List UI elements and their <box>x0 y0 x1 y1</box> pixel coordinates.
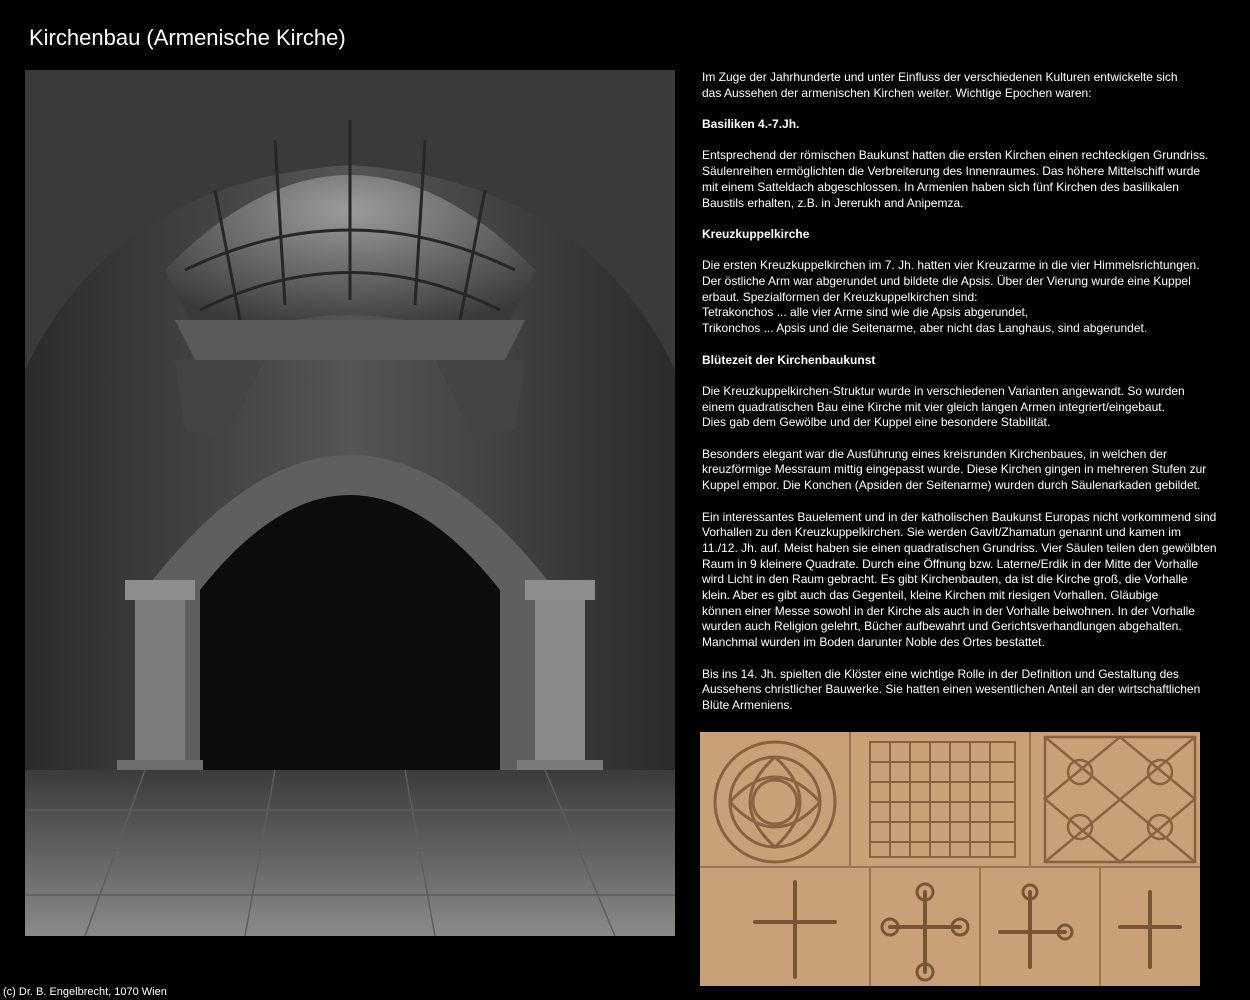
text-line: Dies gab dem Gewölbe und der Kuppel eine besondere Stabilität. <box>702 415 1051 430</box>
text-line: Säulenreihen ermöglichten die Verbreiterung des Innenraumes. Das höhere Mittelschiff wurde <box>702 164 1201 179</box>
intro-paragraph <box>702 70 1227 101</box>
stone-carvings-photo <box>700 732 1200 986</box>
section-heading: Basiliken 4.-7.Jh. <box>702 117 800 132</box>
text-line: einem quadratischen Bau eine Kirche mit vier gleich langen Armen integriert/eingebaut. <box>702 399 1165 414</box>
section-paragraph <box>702 667 1227 714</box>
page-title: Kirchenbau (Armenische Kirche) <box>29 25 346 50</box>
text-line: mit einem Satteldach abgeschlossen. In Armenien haben sich fünf Kirchen des basilikalen <box>702 179 1179 194</box>
text-line: Raum in 9 kleinere Quadrate. Durch eine Öffnung bzw. Laterne/Erdik in der Mitte der Vorhalle <box>702 556 1199 571</box>
copyright-notice: (c) Dr. B. Engelbrecht, 1070 Wien <box>3 986 167 998</box>
text-line: Baustils erhalten, z.B. in Jererukh and Anipemza. <box>702 195 964 210</box>
text-line: Blüte Armeniens. <box>702 697 793 712</box>
text-line: Entsprechend der römischen Baukunst hatten die ersten Kirchen einen rechteckigen Grundriss. <box>702 148 1209 163</box>
text-line: können einer Messe sowohl in der Kirche als auch in der Vorhalle beiwohnen. In der Vorhalle <box>702 603 1195 618</box>
section-paragraph <box>702 384 1227 431</box>
section-heading: Kreuzkuppelkirche <box>702 226 810 241</box>
text-line: Ein interessantes Bauelement und in der katholischen Baukunst Europas nicht vorkommend sind <box>702 509 1217 524</box>
text-line: Kuppel empor. Die Konchen (Apsiden der Seitenarme) wurden durch Säulenarkaden gebildet. <box>702 478 1201 493</box>
text-line: 11./12. Jh. auf. Meist haben sie einen quadratischen Grundriss. Vier Säulen teilen den gewölbten <box>702 540 1217 555</box>
article-text <box>702 70 1227 729</box>
text-line: Trikonchos ... Apsis und die Seitenarme, aber nicht das Langhaus, sind abgerundet. <box>702 321 1148 336</box>
text-line: wird Licht in den Raum gebracht. Es gibt Kirchenbauten, da ist die Kirche groß, die Vorhalle <box>702 572 1188 587</box>
text-line: erbaut. Spezialformen der Kreuzkuppelkirchen sind: <box>702 289 978 304</box>
text-line: Aussehens christlicher Bauwerke. Sie hatten einen wesentlichen Anteil an der wirtschaftlichen <box>702 682 1201 697</box>
text-line: Vorhallen zu den Kreuzkuppelkirchen. Sie werden Gavit/Zhamatun genannt und kamen im <box>702 525 1181 540</box>
text-line: Im Zuge der Jahrhunderte und unter Einfluss der verschiedenen Kulturen entwickelte sich <box>702 70 1178 84</box>
section-heading: Blütezeit der Kirchenbaukunst <box>702 352 876 367</box>
text-line: Die ersten Kreuzkuppelkirchen im 7. Jh. hatten vier Kreuzarme in die vier Himmelsrichtungen. <box>702 258 1200 273</box>
text-line: Besonders elegant war die Ausführung eines kreisrunden Kirchenbaues, in welchen der <box>702 446 1167 461</box>
section-paragraph <box>702 447 1227 494</box>
text-line: klein. Aber es gibt auch das Gegenteil, kleine Kirchen mit riesigen Vorhallen. Gläubige <box>702 588 1159 603</box>
text-line: Tetrakonchos ... alle vier Arme sind wie die Apsis abgerundet, <box>702 305 1029 320</box>
text-line: Bis ins 14. Jh. spielten die Klöster eine wichtige Rolle in der Definition und Gestaltung des <box>702 666 1179 681</box>
text-line: kreuzförmige Messraum mittig eingepasst wurde. Diese Kirchen gingen in mehreren Stufen zur <box>702 462 1207 477</box>
church-interior-photo <box>25 70 675 936</box>
text-line: Der östliche Arm war abgerundet und bildete die Apsis. Über der Vierung wurde eine Kuppel <box>702 274 1191 289</box>
text-line: wurden auch Religion gelehrt, Bücher aufbewahrt und Gerichtsverhandlungen abgehalten. <box>702 619 1182 634</box>
text-line: Manchmal wurden im Boden darunter Noble des Ortes bestattet. <box>702 635 1045 650</box>
section-paragraph <box>702 148 1227 211</box>
text-line: das Aussehen der armenischen Kirchen weiter. Wichtige Epochen waren: <box>702 85 1092 100</box>
section-paragraph <box>702 510 1227 651</box>
text-line: Die Kreuzkuppelkirchen-Struktur wurde in verschiedenen Varianten angewandt. So wurden <box>702 383 1185 398</box>
section-paragraph <box>702 258 1227 337</box>
